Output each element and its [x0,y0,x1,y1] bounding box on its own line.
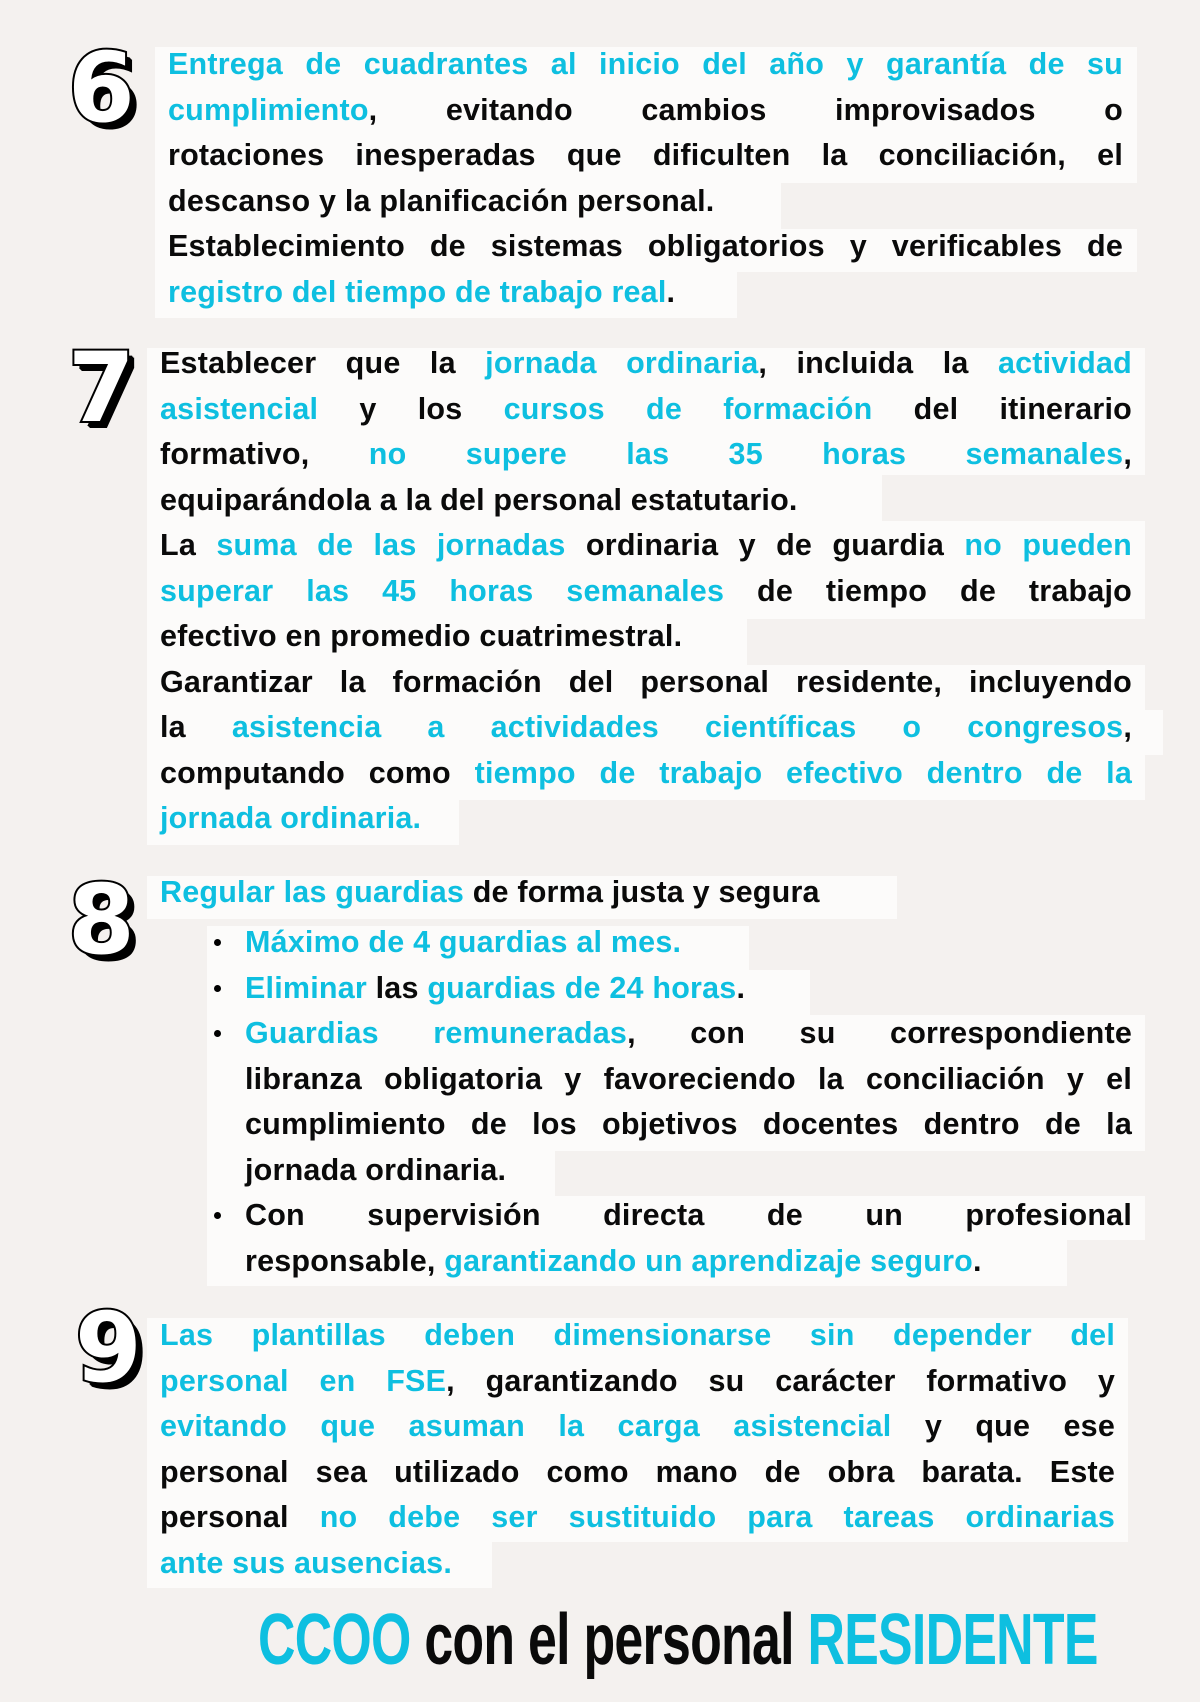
body-text: ordinaria y de guardia [565,528,965,562]
footer-brand: CCOO [258,1600,411,1680]
text-line [160,523,1132,569]
highlight-text: Guardias remuneradas [245,1016,628,1050]
text-line [160,1359,1115,1405]
text-line [245,1148,1132,1194]
section-number-7: 7 [68,332,135,444]
body-text: La [160,528,217,562]
body-text: Establecer que la [160,346,486,380]
text-line [160,1541,1115,1587]
body-text: del itinerario [872,391,1132,426]
highlight-text: registro del tiempo de trabajo real [168,274,667,309]
bullet-list [245,920,1132,1284]
section-number-6: 6 [68,32,135,144]
text-line [160,705,1132,751]
text-line [168,179,1123,225]
text-line [245,1102,1132,1148]
footer-middle: con el personal [410,1600,808,1680]
body-text: computando como [160,755,475,790]
text-line [245,1239,1132,1285]
highlight-text: no pueden [964,528,1133,562]
body-text: la [160,710,232,744]
body-text: . [736,970,746,1005]
highlight-text: Regular las guardias [160,875,465,909]
section-6-text [168,42,1123,315]
highlight-text: cursos de formación [503,391,873,426]
body-text: personal [160,1500,320,1534]
body-text: , evitando cambios improvisados o [368,92,1123,127]
text-line [168,270,1123,316]
section-8-bullets [245,920,1132,1284]
text-line [168,88,1123,134]
body-text: de forma justa y segura [464,875,820,909]
section-7-text [160,341,1132,842]
highlight-text: actividad [997,346,1132,380]
body-text: efectivo en promedio cuatrimestral. [160,619,683,653]
text-line [245,1193,1132,1239]
text-line [160,751,1132,797]
text-line [160,660,1132,706]
highlight-text: no debe ser sustituido para tareas ordinarias [319,1500,1115,1534]
highlight-text: personal en FSE [160,1363,447,1398]
body-text: formativo, [160,437,369,471]
body-text: libranza obligatoria y favoreciendo la conciliación y el [245,1061,1132,1096]
bullet-item [245,920,1132,966]
text-line [168,133,1123,179]
section-8-title-line [160,870,1060,916]
highlight-text: ante sus ausencias. [160,1545,453,1580]
text-line [160,796,1132,842]
body-text: . [973,1243,982,1278]
text-line [160,1450,1115,1496]
body-text: las [366,970,428,1005]
body-text: , garantizando su carácter formativo y [446,1363,1115,1398]
body-text: . [666,274,676,309]
bullet-item [245,1011,1132,1193]
bullet-dot-icon [214,985,221,992]
text-line [160,569,1132,615]
text-line [160,1313,1115,1359]
highlight-text: Las plantillas deben dimensionarse sin depender del [160,1318,1115,1352]
bullet-dot-icon [214,939,221,946]
body-text: , [1123,710,1132,744]
body-text: descanso y la planificación personal. [168,183,715,218]
text-line [160,478,1132,524]
body-text: y los [318,391,504,426]
text-line [168,42,1123,88]
text-line [160,432,1132,478]
highlight-text: jornada ordinaria. [160,801,422,835]
footer-highlight: RESIDENTE [807,1600,1098,1680]
highlight-text: asistencia a actividades científicas o congresos [231,710,1124,744]
body-text: cumplimiento de los objetivos docentes dentro de la [245,1107,1132,1141]
body-text: Con supervisión directa de un profesional [245,1198,1132,1232]
section-number-9: 9 [75,1292,142,1404]
text-line [160,614,1132,660]
highlight-text: no supere las 35 horas semanales [368,437,1124,471]
highlight-text: asistencial [160,391,319,426]
body-text: , incluida la [758,346,998,380]
highlight-text: Eliminar [245,970,367,1005]
text-line [245,1011,1132,1057]
highlight-text: tiempo de trabajo efectivo dentro de la [474,755,1132,790]
section-8-title [160,870,1060,916]
bullet-item [245,1193,1132,1284]
body-text: rotaciones inesperadas que dificulten la conciliación, el [168,138,1123,172]
body-text: Garantizar la formación del personal residente, incluyendo [160,664,1132,699]
text-line [245,966,1132,1012]
body-text: y que ese [891,1409,1115,1443]
highlight-text: garantizando un aprendizaje seguro [444,1243,974,1278]
text-line [160,341,1132,387]
highlight-text: guardias de 24 horas [427,970,737,1005]
text-line [160,1495,1115,1541]
section-number-8: 8 [68,864,135,976]
footer-slogan [258,1600,1098,1680]
text-line [245,1057,1132,1103]
body-text: , con su correspondiente [627,1016,1132,1050]
highlight-text: Máximo de 4 guardias al mes. [245,925,682,959]
highlight-text: cumplimiento [168,92,369,127]
highlight-text: jornada ordinaria [485,346,759,380]
highlight-text: suma de las jornadas [216,528,566,562]
bullet-dot-icon [214,1030,221,1037]
highlight-text: Entrega de cuadrantes al inicio del año y garantía de su [168,47,1123,81]
section-9-text [160,1313,1115,1586]
text-line [245,920,1132,966]
body-text: jornada ordinaria. [245,1152,507,1187]
bullet-item [245,966,1132,1012]
body-text: , [1123,437,1132,471]
body-text: equiparándola a la del personal estatutario. [160,482,798,517]
text-line [168,224,1123,270]
text-line [160,387,1132,433]
highlight-text: superar las 45 horas semanales [160,573,725,608]
body-text: responsable, [245,1243,445,1278]
highlight-text: evitando que asuman la carga asistencial [160,1409,892,1443]
body-text: personal sea utilizado como mano de obra barata. Este [160,1454,1115,1489]
text-line [160,1404,1115,1450]
body-text: de tiempo de trabajo [724,573,1132,608]
bullet-dot-icon [214,1212,221,1219]
body-text: Establecimiento de sistemas obligatorios y verificables de [168,229,1123,263]
